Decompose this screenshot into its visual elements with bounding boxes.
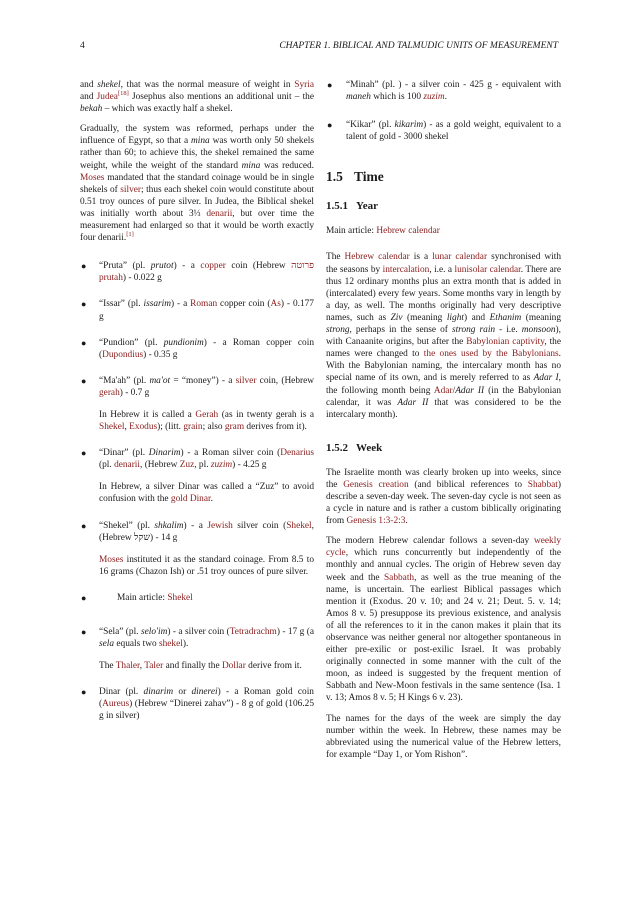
link[interactable]: weekly cycle [326, 536, 561, 559]
list-item: ● “Issar” (pl. issarim) - a Roman copper coin (As) - 0.177 g [81, 299, 314, 322]
link[interactable]: Sabbath [383, 572, 415, 583]
link[interactable]: Shekel [99, 422, 125, 433]
coin-list [80, 260, 314, 722]
link[interactable]: silver [120, 184, 141, 195]
link[interactable]: Babylonian captivity [466, 337, 545, 348]
list-item: ● “Dinar” (pl. Dinarim) - a Roman silver coin (Denarius (pl. denarii, (Hebrew Zuz, pl. zuzim) - 4.25 g In Hebrew, a silver Dinar was called a “Zuz” to avoid confusion with the gold Dinar. [81, 448, 314, 505]
paragraph: Gradually, the system was reformed, perhaps under the influence of Egypt, so that a mina was worth only 50 shekels rather than 60; to achieve this, the shekel remained the same weight, while the weight of the standard mina was reduced. Moses mandated that the standard coinage would be in single shekels of silver; thus each shekel coin would constitute about 0.51 troy ounces of pure silver. In Judea, the Biblical shekel was initially worth about 3⅓ denarii, but over time the measurement had enlarged so that it would be worth exactly four denarii.[1] [80, 124, 315, 244]
running-title: CHAPTER 1. BIBLICAL AND TALMUDIC UNITS OF MEASUREMENT [279, 41, 558, 51]
subsection-heading: 1.5.2 Week [326, 441, 383, 454]
paragraph: The Israelite month was clearly broken up into weeks, since the Genesis creation (and biblical references to Shabbat) describe a seven-day week. The seven-day cycle is not seen as a cycle in nature and is rather a custom biblically originating from Genesis 1:3-2:3. [326, 467, 561, 527]
left-column [80, 79, 314, 737]
link[interactable]: Shekel [167, 592, 193, 603]
citation[interactable]: [18] [117, 89, 129, 97]
page-header [80, 41, 558, 55]
link[interactable]: denarii [206, 208, 233, 219]
list-item: ● Main article: Shekel [81, 592, 193, 603]
list-item-note: The Thaler, Taler and finally the Dollar derive from it. [99, 661, 302, 672]
link[interactable]: Hebrew calendar [376, 226, 440, 237]
list-item: ● “Kikar” (pl. kikarim) - as a gold weight, equivalent to a talent of gold - 3000 shekel [327, 120, 561, 143]
list-item-note: In Hebrew, a silver Dinar was called a “Zuz” to avoid confusion with the gold Dinar. [99, 482, 314, 505]
link[interactable]: denarii [114, 460, 141, 471]
link[interactable]: Genesis 1:3-2:3 [346, 516, 406, 527]
list-item: ● “Sela” (pl. selo'im) - a silver coin (Tetradrachm) - 17 g (a sela equals two shekel). The Thaler, Taler and finally the Dollar derive from it. [81, 627, 314, 672]
bullet-icon: ● [81, 448, 87, 459]
link[interactable]: gerah [99, 387, 120, 398]
citation[interactable]: [1] [126, 231, 134, 239]
bullet-icon: ● [81, 261, 87, 272]
link[interactable]: Thaler [115, 661, 140, 672]
link[interactable]: copper [200, 261, 226, 272]
link[interactable]: Zuz [179, 460, 195, 471]
link[interactable]: zuzim [423, 92, 445, 103]
right-column [326, 79, 561, 769]
link[interactable]: Hebrew calendar [344, 252, 410, 263]
bullet-icon: ● [81, 337, 87, 348]
link[interactable]: Tetradrachm [229, 627, 277, 637]
bullet-icon: ● [81, 687, 87, 698]
paragraph: The names for the days of the week are simply the day number within the week. In Hebrew, these names may be abbreviated using the numerical value of the Hebrew letters, for example “Day 1, or Yom Rishon”. [326, 713, 561, 760]
link[interactable]: Dollar [221, 661, 246, 672]
bullet-icon: ● [81, 375, 87, 386]
link[interactable]: Genesis creation [343, 479, 409, 490]
link[interactable]: Exodus [129, 422, 158, 433]
bullet-icon: ● [81, 520, 87, 531]
link[interactable]: lunisolar calendar [454, 264, 521, 275]
link[interactable]: Jewish [207, 520, 233, 531]
link[interactable]: Shabbat [527, 479, 558, 490]
link[interactable]: the ones used by the Babylonians [423, 349, 559, 360]
link[interactable]: gold Dinar [170, 494, 211, 505]
link[interactable]: As [270, 299, 281, 310]
bullet-icon: ● [327, 120, 333, 131]
paragraph: and shekel, that was the normal measure of weight in Syria and Judea[18] Josephus also mentions an additional unit – the bekah – which was exactly half a shekel. [80, 80, 314, 115]
link[interactable]: Gerah [195, 409, 219, 420]
list-item: ● “Shekel” (pl. shkalim) - a Jewish silver coin (Shekel, (Hebrew שקל) - 14 g Moses instituted it as the standard coinage. From 8.5 to 16 grams (Chazon Ish) or .51 troy ounces of pure silver. [81, 520, 314, 577]
subsection-heading: 1.5.1 Year [326, 200, 378, 213]
link[interactable]: Judea [96, 92, 118, 103]
link[interactable]: Taler [144, 661, 164, 672]
bullet-icon: ● [327, 80, 333, 90]
list-item: ● Dinar (pl. dinarim or dinerei) - a Roman gold coin (Aureus) (Hebrew “Dinerei zahav”) - 8 g of gold (106.25 g in silver) [81, 687, 314, 722]
list-item: ● “Ma'ah” (pl. ma'ot = “money”) - a silver coin, (Hebrew gerah) - 0.7 g In Hebrew it is called a Gerah (as in twenty gerah is a Shekel, Exodus); (litt. grain; also gram derives from it). [81, 375, 315, 433]
list-item: ● “Minah” (pl. ) - a silver coin - 425 g - equivalent with maneh which is 100 zuzim. [327, 80, 561, 103]
link[interactable]: grain [183, 422, 203, 433]
link[interactable]: Shekel [286, 520, 312, 531]
link[interactable]: shekel [158, 639, 183, 650]
link[interactable]: פרוטה prutah [99, 261, 314, 284]
bullet-icon: ● [81, 299, 87, 310]
weight-list [326, 79, 561, 143]
page-number: 4 [80, 41, 85, 51]
list-item-note: Moses instituted it as the standard coinage. From 8.5 to 16 grams (Chazon Ish) or .51 troy ounces of pure silver. [99, 554, 314, 577]
link[interactable]: lunar calendar [432, 252, 488, 263]
section-heading: 1.5 Time [326, 169, 384, 185]
link[interactable]: Adar [433, 385, 453, 396]
link[interactable]: Dupondius [102, 349, 144, 360]
link[interactable]: Denarius [280, 448, 314, 459]
list-item: ● “Pruta” (pl. prutot) - a copper coin (Hebrew פרוטה prutah) - 0.022 g [81, 261, 314, 284]
link[interactable]: Aureus [102, 699, 130, 710]
main-article-note: Main article: Hebrew calendar [326, 226, 440, 237]
link[interactable]: silver [235, 375, 257, 386]
link[interactable]: Syria [294, 80, 314, 90]
link[interactable]: zuzim [210, 460, 233, 471]
link[interactable]: Moses [80, 172, 105, 183]
link[interactable]: intercalation [382, 264, 430, 275]
bullet-icon: ● [81, 627, 87, 637]
bullet-icon: ● [81, 592, 87, 603]
link[interactable]: Roman [190, 299, 218, 310]
paragraph: The modern Hebrew calendar follows a seven-day weekly cycle, which runs concurrently but independently of the monthly and annual cycles. The origin of Hebrew seven day week and the Sabbath, as well as the true meaning of the name, is uncertain. The earliest Biblical passages which mention it (Exodus. 20 v. 10; and 24 v. 21; Deut. 5. v. 14; Amos 8 v. 5) presuppose its previous existence, and analysis of all the references to it in the canon makes it plain that its observance was neither general nor altogether spontaneous in either pre-exilic or post-exilic Israel. It was probably originally connected in some manner with the cult of the moon, as indeed is suggested by the frequent mention of Sabbath and New-Moon festivals in the same sentence (Isa. 1 v. 13; Amos 8 v. 5; H Kings 6 v. 23). [326, 536, 561, 704]
link[interactable]: gram [224, 422, 245, 433]
list-item: ● “Pundion” (pl. pundionim) - a Roman copper coin (Dupondius) - 0.35 g [81, 337, 314, 360]
link[interactable]: Moses [99, 554, 124, 565]
paragraph: The Hebrew calendar is a lunar calendar synchronised with the seasons by intercalation, i.e. a lunisolar calendar. There are thus 12 ordinary months plus an extra month that is added in (intercalated) every few years. Some months vary in length by a day, as well. The months originally had very descriptive names, such as Ziv (meaning light) and Ethanim (meaning strong, perhaps in the sense of strong rain - i.e. monsoon), with Canaanite origins, but after the Babylonian captivity, the names were changed to the ones used by the Babylonians. With the Babylonian naming, the intercalary month has no special name of its own, and is merely referred to as Adar I, the following month being Adar/Adar II (in the Babylonian calendar, it was Adar II that was considered to be the intercalary month). [326, 252, 562, 420]
list-item-note: In Hebrew it is called a Gerah (as in twenty gerah is a Shekel, Exodus); (litt. grain; also gram derives from it). [99, 409, 314, 433]
